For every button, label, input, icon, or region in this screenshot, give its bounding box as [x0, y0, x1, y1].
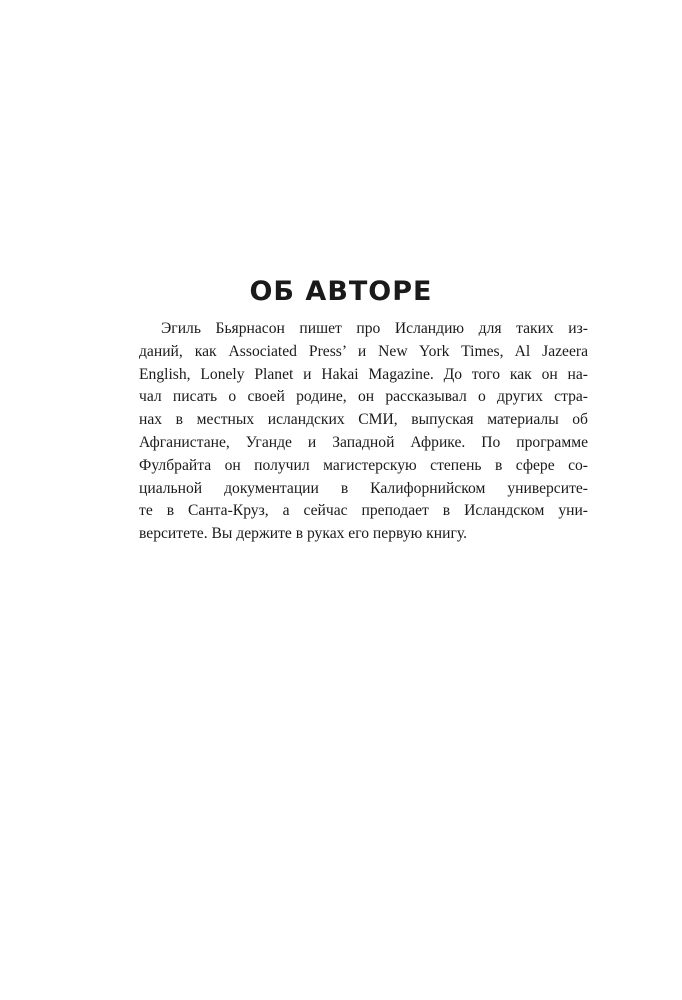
paragraph-line: верситете. Вы держите в руках его первую книгу.: [139, 525, 467, 543]
paragraph-line: нах в местных исландских СМИ, выпуская материалы об: [139, 411, 588, 429]
section-title: ОБ АВТОРЕ: [249, 276, 433, 307]
about-author-paragraph: [139, 318, 588, 546]
paragraph-line: те в Санта-Круз, а сейчас преподает в Исландском уни-: [139, 502, 588, 520]
paragraph-line: циальной документации в Калифорнийском университе-: [139, 479, 588, 497]
paragraph-line: Фулбрайта он получил магистерскую степень в сфере со-: [139, 456, 588, 474]
paragraph-line: Эгиль Бьярнасон пишет про Исландию для таких из-: [161, 320, 588, 337]
paragraph-line: чал писать о своей родине, он рассказывал о других стра-: [139, 388, 588, 406]
paragraph-line: English, Lonely Planet и Hakai Magazine. До того как он на-: [139, 365, 588, 383]
paragraph-line: даний, как Associated Press’ и New York Times, Al Jazeera: [139, 342, 588, 360]
paragraph-line: Афганистане, Уганде и Западной Африке. По программе: [139, 433, 588, 451]
